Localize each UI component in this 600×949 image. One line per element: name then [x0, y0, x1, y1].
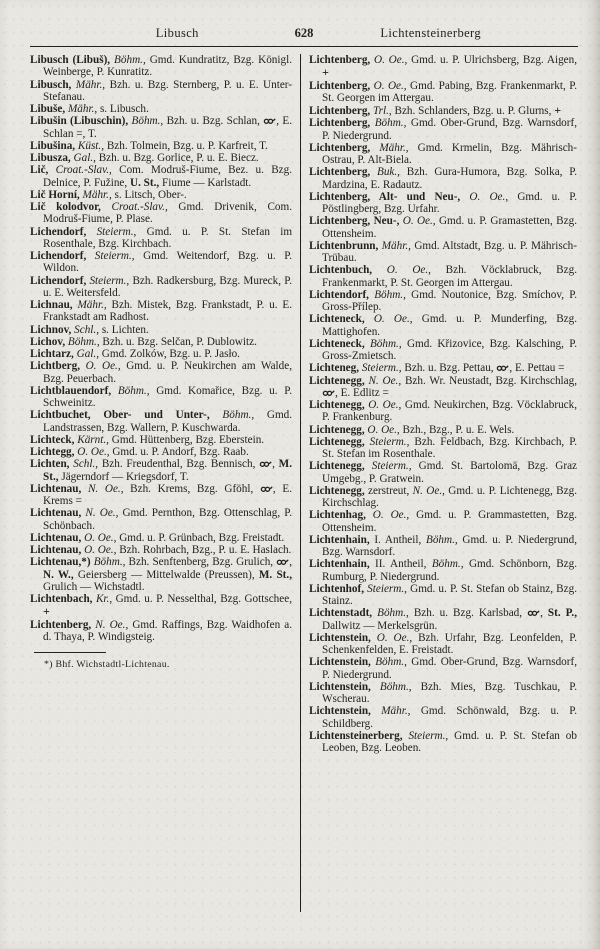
left-column	[30, 54, 292, 912]
entry-headword: Lichnau,	[30, 299, 73, 311]
entry-headword: Lichtberg,	[30, 360, 81, 373]
entry-bold-abbrev: N. W.,	[43, 568, 74, 581]
gazetteer-entry: Lichteneck, Böhm., Gmd. Křizovice, Bzg. Kalsching, P. Gross-Zmietsch.	[309, 337, 578, 362]
gazetteer-entry: Lichtendorf, Böhm., Gmd. Noutonice, Bzg. Smíchov, P. Gross-Přílep.	[309, 288, 578, 313]
gazetteer-entry: Lichendorf, Steierm., Gmd. Weitendorf, Bzg. u. P. Wildon.	[30, 250, 293, 275]
entry-crownland: Küst.,	[77, 139, 105, 152]
gazetteer-entry: Lichtenstein, Böhm., Bzh. Mies, Bzg. Tuschkau, P. Wscherau.	[309, 680, 578, 705]
entry-crownland: O. Oe.,	[373, 313, 413, 326]
gazetteer-entry: Lichtenstein, O. Oe., Bzh. Urfahr, Bzg. Leonfelden, P. Schenkenfelden, E. Freistadt.	[309, 631, 577, 656]
gazetteer-entry: Lichtenberg, Trl., Bzh. Schlanders, Bzg. u. P. Glurns, +	[309, 103, 562, 117]
entry-crownland: N. Oe.,	[412, 484, 445, 497]
entry-headword: Lichtensteinerberg,	[309, 729, 403, 742]
gazetteer-entry: Lichtenbach, Kr., Gmd. u. P. Nesselthal, Bzg. Gottschee, +	[30, 593, 293, 619]
two-column-body	[30, 54, 578, 912]
gazetteer-entry: Libušina, Küst., Bzh. Tolmein, Bzg. u. P. Karfreit, T.	[30, 139, 268, 152]
entry-crownland: O. Oe.,	[84, 531, 117, 544]
entry-headword: Lichtenegg,	[309, 484, 365, 497]
entry-bold-abbrev: M. St.,	[258, 568, 292, 581]
gazetteer-entry: Libusch (Libuš), Böhm., Gmd. Kundratitz, Bzg. Königl. Weinberge, P. Kunratitz.	[30, 54, 292, 79]
gazetteer-entry: Lichtenberg, Alt- und Neu-, O. Oe., Gmd. u. P. Pöstlingberg, Bzg. Urfahr.	[309, 190, 578, 215]
header-keyword-right: Lichtensteinerberg	[380, 26, 482, 40]
entry-crownland: Böhm.,	[67, 335, 100, 348]
entry-headword: Lič kolodvor,	[30, 201, 101, 213]
entry-crownland: Croat.-Slav.,	[111, 201, 168, 213]
gazetteer-entry: Lichtenstadt, Böhm., Bzh. u. Bzg. Karlsbad, , St. P., Dallwitz — Merkelsgrün.	[309, 607, 578, 632]
entry-headword: Lichendorf,	[30, 250, 87, 262]
entry-crownland: O. Oe.,	[372, 509, 410, 522]
gazetteer-entry: Libuše, Mähr., s. Libusch.	[30, 103, 149, 115]
entry-headword: Lichtarz,	[30, 348, 74, 360]
posthorn-icon	[322, 387, 335, 399]
entry-crownland: Gal.,	[73, 152, 96, 164]
gazetteer-entry: Lichtenau, O. Oe., Gmd. u. P. Grünbach, Bzg. Freistadt.	[30, 531, 285, 544]
entry-crownland: Böhm.,	[131, 115, 164, 128]
entry-crownland: Böhm.,	[375, 656, 407, 669]
entry-headword: Lichtenegg,	[309, 374, 365, 387]
entry-headword: Lichtenstein,	[309, 656, 371, 669]
entry-crownland: O. Oe.,	[402, 215, 436, 228]
entry-headword: Lichtenstein,	[309, 631, 371, 644]
gazetteer-entry: Lichteneck, O. Oe., Gmd. u. P. Munderfing, Bzg. Mattighofen.	[309, 313, 578, 338]
gazetteer-entry: Lichteck, Kärnt., Gmd. Hüttenberg, Bzg. Eberstein.	[30, 433, 265, 446]
entry-headword: Libusza,	[30, 152, 71, 164]
header-rule	[30, 46, 578, 47]
entry-headword: Libuše,	[30, 103, 66, 115]
entry-headword: Lichtenau,	[30, 507, 82, 520]
entry-crownland: Böhm.,	[222, 409, 255, 422]
entry-crownland: Mähr.,	[381, 705, 411, 718]
entry-headword: Lichtenau,	[30, 544, 82, 556]
gazetteer-entry: Lichtenau, O. Oe., Bzh. Rohrbach, Bzg., P. u. E. Haslach.	[30, 544, 292, 556]
entry-headword: Lichov,	[30, 335, 66, 348]
entry-headword: Lichteneck,	[309, 313, 365, 326]
entry-headword: Lichten,	[30, 458, 70, 471]
gazetteer-entry: Lichteneg, Steierm., Bzh. u. Bzg. Pettau, , E. Pettau =	[309, 362, 565, 375]
header-keyword-left: Libusch	[155, 26, 199, 40]
posthorn-icon	[263, 115, 276, 127]
gazetteer-entry: Lichtenegg, Steierm., Gmd. St. Bartolomä, Bzg. Graz Umgebg., P. Gratwein.	[309, 460, 578, 485]
entry-crownland: Böhm.,	[374, 117, 407, 130]
gazetteer-entry: Lichtenstein, Mähr., Gmd. Schönwald, Bzg. u. P. Schildberg.	[309, 705, 578, 730]
gazetteer-entry: Lichendorf, Steierm., Gmd. u. P. St. Stefan im Rosenthale, Bzg. Kirchbach.	[30, 225, 293, 250]
cross-icon: +	[43, 604, 50, 619]
entry-crownland: Böhm.,	[431, 558, 464, 571]
gazetteer-entry: Lichtenau,*) Böhm., Bzh. Senftenberg, Bzg. Grulich, , N. W., Geiersberg — Mittelwalde (Preussen), M. St., Grulich — Wichstadtl.	[30, 556, 292, 593]
entry-crownland: Buk.,	[376, 166, 400, 179]
entry-headword: Lichtendorf,	[309, 288, 369, 301]
gazetteer-entry: Lichtegg, O. Oe., Gmd. u. P. Andorf, Bzg. Raab.	[30, 446, 249, 458]
right-column	[309, 54, 577, 912]
entry-crownland: Steierm.,	[367, 582, 407, 595]
entry-crownland: Böhm.,	[426, 533, 458, 546]
entry-headword: Libušin (Libuschin),	[30, 115, 129, 128]
posthorn-icon	[260, 483, 273, 495]
entry-headword: Lichtenhain,	[309, 558, 370, 571]
entry-crownland: O. Oe.,	[84, 544, 117, 556]
gazetteer-entry: Lichtenhain, I. Antheil, Böhm., Gmd. u. P. Niedergrund, Bzg. Warnsdorf.	[309, 533, 577, 558]
entry-crownland: Mähr.,	[67, 103, 98, 115]
entry-crownland: Mähr.,	[381, 239, 411, 252]
gazetteer-entry: Libusza, Gal., Bzh. u. Bzg. Gorlice, P. u. E. Biecz.	[30, 152, 259, 164]
entry-headword: Lichtegg,	[30, 446, 75, 458]
gazetteer-entry: Lichtenbrunn, Mähr., Gmd. Altstadt, Bzg. u. P. Mährisch-Trübau.	[309, 239, 578, 264]
entry-headword: Lichtenberg,	[309, 105, 371, 117]
entry-crownland: Steierm.,	[361, 362, 402, 375]
entry-headword: Lichtenstein,	[309, 705, 371, 718]
posthorn-icon	[259, 458, 272, 470]
gazetteer-entry: Lichten, Schl., Bzh. Freudenthal, Bzg. Bennisch, , M. St., Jägerndorf — Kriegsdorf, T.	[30, 458, 293, 483]
entry-headword: Lichtenhain,	[309, 533, 370, 546]
gazetteer-entry: Lichnau, Mähr., Bzh. Mistek, Bzg. Frankstadt, P. u. E. Frankstadt am Radhost.	[30, 299, 292, 324]
column-divider	[300, 54, 301, 912]
gazetteer-entry: Lichtenberg, N. Oe., Gmd. Raffings, Bzg. Waidhofen a. d. Thaya, P. Windigsteig.	[30, 618, 293, 643]
entry-headword: Lichtenberg, Alt- und Neu-,	[309, 190, 461, 203]
entry-crownland: Böhm.,	[377, 607, 409, 620]
entry-crownland: Trl.,	[373, 105, 392, 117]
entry-headword: Lichtenau,	[30, 482, 82, 495]
posthorn-icon	[496, 362, 509, 374]
gazetteer-entry: Lichtberg, O. Oe., Gmd. u. P. Neukirchen am Walde, Bzg. Peuerbach.	[30, 360, 292, 385]
gazetteer-entry: Lichtenegg, Steierm., Bzh. Feldbach, Bzg. Kirchbach, P. St. Stefan im Rosenthale.	[309, 435, 578, 460]
entry-crownland: Mähr.,	[82, 188, 112, 201]
gazetteer-entry: Lichtenberg, O. Oe., Gmd. u. P. Ulrichsberg, Bzg. Aigen, +	[309, 54, 578, 80]
entry-crownland: Schl.,	[74, 323, 100, 336]
posthorn-icon	[276, 556, 289, 568]
entry-headword: Lichteneg,	[309, 362, 360, 375]
gazetteer-entry: Lichtbuchet, Ober- und Unter-, Böhm., Gmd. Landstrassen, Bzg. Wallern, P. Kuschwarda.	[30, 409, 293, 434]
cross-icon: +	[554, 103, 562, 117]
entry-headword: Lič Horní,	[30, 188, 80, 201]
entry-crownland: N. Oe.,	[95, 618, 129, 631]
gazetteer-entry: Lichtblauendorf, Böhm., Gmd. Komařice, Bzg. u. P. Schweinitz.	[30, 384, 293, 409]
gazetteer-entry: Lichtenstein, Böhm., Gmd. Ober-Grund, Bzg. Warnsdorf, P. Niedergrund.	[309, 656, 578, 681]
entry-headword: Libusch,	[30, 78, 72, 91]
gazetteer-entry: Lichtenegg, N. Oe., Bzh. Wr. Neustadt, Bzg. Kirchschlag, , E. Edlitz =	[309, 374, 578, 399]
gazetteer-entry: Lič kolodvor, Croat.-Slav., Gmd. Drivenik, Com. Modruš-Fiume, P. Plase.	[30, 201, 293, 226]
entry-crownland: O. Oe.,	[469, 190, 509, 203]
entry-headword: Lichtenberg,	[309, 141, 371, 154]
entry-headword: Lichtenegg,	[309, 423, 365, 436]
entry-headword: Lichtenstadt,	[309, 607, 373, 620]
entry-headword: Lichtenstein,	[309, 680, 371, 693]
gazetteer-entry: Lič Horní, Mähr., s. Litsch, Ober-.	[30, 188, 187, 201]
entry-headword: Lichtenhag,	[309, 509, 366, 522]
entry-crownland: Steierm.,	[371, 460, 412, 473]
entry-headword: Lichtbuchet, Ober- und Unter-,	[30, 409, 210, 422]
entry-crownland: O. Oe.,	[373, 79, 407, 92]
entry-bold-abbrev: St. P.,	[547, 607, 578, 620]
entry-crownland: O. Oe.,	[386, 264, 431, 277]
gazetteer-entry: Lichtenhag, O. Oe., Gmd. u. P. Grammastetten, Bzg. Ottensheim.	[309, 509, 578, 534]
gazetteer-entry: Lichtarz, Gal., Gmd. Zolków, Bzg. u. P. Jasło.	[30, 348, 240, 360]
entry-crownland: Böhm.,	[93, 556, 126, 569]
entry-crownland: Mähr.,	[75, 78, 106, 91]
cross-icon: +	[322, 65, 329, 80]
gazetteer-entry: Lichtenberg, Böhm., Gmd. Ober-Grund, Bzg. Warnsdorf, P. Niedergrund.	[309, 117, 578, 142]
gazetteer-entry: Lichtenberg, Neu-, O. Oe., Gmd. u. P. Gramastetten, Bzg. Ottensheim.	[309, 215, 577, 240]
entry-crownland: Schl.,	[73, 458, 99, 471]
entry-crownland: O. Oe.,	[374, 54, 408, 66]
entry-crownland: O. Oe.,	[85, 360, 121, 373]
gazetteer-entry: Lichtenberg, O. Oe., Gmd. Pabing, Bzg. Frankenmarkt, P. St. Georgen im Attergau.	[309, 79, 577, 104]
gazetteer-entry: Lichnov, Schl., s. Lichten.	[30, 323, 149, 336]
entry-crownland: Steierm.,	[408, 729, 449, 742]
entry-headword: Lichnov,	[30, 323, 72, 336]
entry-crownland: Gal.,	[76, 348, 99, 360]
entry-headword: Lichtenberg, Neu-,	[309, 215, 400, 228]
entry-crownland: Böhm.,	[117, 384, 150, 397]
entry-crownland: Steierm.,	[96, 225, 137, 238]
entry-crownland: Böhm.,	[114, 54, 146, 66]
entry-headword: Lichtenau,*)	[30, 556, 91, 569]
entry-headword: Lichtenegg,	[309, 399, 365, 411]
entry-crownland: Böhm.,	[374, 288, 406, 301]
entry-headword: Lichtenau,	[30, 531, 82, 544]
entry-headword: Lichtenbrunn,	[309, 239, 379, 252]
entry-headword: Lichtenberg,	[309, 117, 371, 130]
gazetteer-entry: Lichtenegg, zerstreut, N. Oe., Gmd. u. P. Lichtenegg, Bzg. Kirchschlag.	[309, 484, 577, 509]
entry-headword: Libušina,	[30, 139, 76, 152]
entry-headword: Lichtenhof,	[309, 582, 365, 595]
entry-headword: Lichteneck,	[309, 337, 365, 350]
gazetteer-entry: Lichtenau, N. Oe., Gmd. Pernthon, Bzg. Ottenschlag, P. Schönbach.	[30, 507, 293, 532]
entry-headword: Lichtenbuch,	[309, 264, 373, 277]
entry-headword: Lichendorf,	[30, 225, 87, 238]
gazetteer-entry: Lichtenhain, II. Antheil, Böhm., Gmd. Schönborn, Bzg. Rumburg, P. Niedergrund.	[309, 558, 578, 583]
entry-crownland: Mähr.,	[379, 141, 409, 154]
gazetteer-entry: Lichtenegg, O. Oe., Bzh., Bzg., P. u. E. Wels.	[309, 423, 515, 436]
entry-crownland: O. Oe.,	[367, 423, 400, 436]
entry-headword: Lichtenberg,	[30, 618, 92, 631]
gazetteer-entry: Lichtenau, N. Oe., Bzh. Krems, Bzg. Gföhl, , E. Krems =	[30, 482, 292, 507]
entry-crownland: Steierm.,	[369, 435, 410, 448]
entry-headword: Lichtenegg,	[309, 435, 365, 448]
entry-crownland: Steierm.,	[89, 274, 130, 287]
entry-bold-abbrev: M. St.,	[43, 458, 293, 483]
page-number: 628	[294, 26, 314, 40]
entry-headword: Lič,	[30, 164, 49, 177]
entry-crownland: Croat.-Slav.,	[55, 164, 112, 177]
entry-crownland: Kärnt.,	[77, 433, 109, 446]
gazetteer-entry: Lichendorf, Steierm., Bzh. Radkersburg, Bzg. Mureck, P. u. E. Weitersfeld.	[30, 274, 293, 299]
entry-crownland: O. Oe.,	[77, 446, 110, 458]
gazetteer-entry: Lichov, Böhm., Bzh. u. Bzg. Selčan, P. Dublowitz.	[30, 335, 257, 348]
entry-bold-abbrev: U. St.,	[130, 176, 160, 189]
entry-headword: Lichtblauendorf,	[30, 384, 112, 397]
gazetteer-entry: Libušin (Libuschin), Böhm., Bzh. u. Bzg. Schlan, , E. Schlan =, T.	[30, 115, 292, 140]
gazetteer-entry: Lichtenhof, Steierm., Gmd. u. P. St. Stefan ob Stainz, Bzg. Stainz.	[309, 582, 577, 607]
entry-headword: Lichtenberg,	[309, 166, 371, 179]
running-head	[30, 26, 578, 46]
entry-headword: Libusch (Libuš),	[30, 54, 111, 66]
entry-crownland: Mähr.,	[77, 299, 107, 311]
gazetteer-entry: Lichtensteinerberg, Steierm., Gmd. u. P. St. Stefan ob Leoben, Bzg. Leoben.	[309, 729, 577, 754]
entry-crownland: Steierm.,	[94, 250, 135, 262]
entry-crownland: N. Oe.,	[85, 507, 119, 520]
entry-crownland: Böhm.,	[379, 680, 412, 693]
entry-crownland: O. Oe.,	[376, 631, 413, 644]
entry-crownland: Böhm.,	[369, 337, 402, 350]
entry-headword: Lichtenberg,	[309, 54, 371, 66]
entry-crownland: Kr.,	[95, 593, 113, 605]
footnote-rule	[34, 652, 106, 653]
entry-crownland: N. Oe.,	[87, 482, 124, 495]
gazetteer-entry: Libusch, Mähr., Bzh. u. Bzg. Sternberg, P. u. E. Unter-Stefanau.	[30, 78, 293, 103]
footnote: *) Bhf. Wichstadtl-Lichtenau.	[44, 659, 170, 670]
gazetteer-entry: Lichtenberg, Mähr., Gmd. Krmelin, Bzg. Mährisch-Ostrau, P. Alt-Biela.	[309, 141, 578, 166]
entry-headword: Lichtenberg,	[309, 79, 371, 92]
entry-headword: Lichendorf,	[30, 274, 87, 287]
entry-crownland: N. Oe.,	[368, 374, 402, 387]
gazetteer-entry: Lič, Croat.-Slav., Com. Modruš-Fiume, Bez. u. Bzg. Delnice, P. Fužine, U. St., Fiume — Karlstadt.	[30, 164, 293, 189]
posthorn-icon	[527, 607, 540, 619]
entry-headword: Lichtenbach,	[30, 593, 93, 605]
gazetteer-entry: Lichtenberg, Buk., Bzh. Gura-Humora, Bzg. Solka, P. Mardzina, E. Radautz.	[309, 166, 578, 191]
entry-headword: Lichtenegg,	[309, 460, 365, 473]
gazetteer-entry: Lichtenbuch, O. Oe., Bzh. Vöcklabruck, Bzg. Frankenmarkt, P. St. Georgen im Attergau.	[309, 264, 577, 289]
entry-crownland: O. Oe.,	[368, 399, 402, 411]
gazetteer-entry: Lichtenegg, O. Oe., Gmd. Neukirchen, Bzg. Vöcklabruck, P. Frankenburg.	[309, 399, 578, 424]
entry-headword: Lichteck,	[30, 433, 75, 446]
